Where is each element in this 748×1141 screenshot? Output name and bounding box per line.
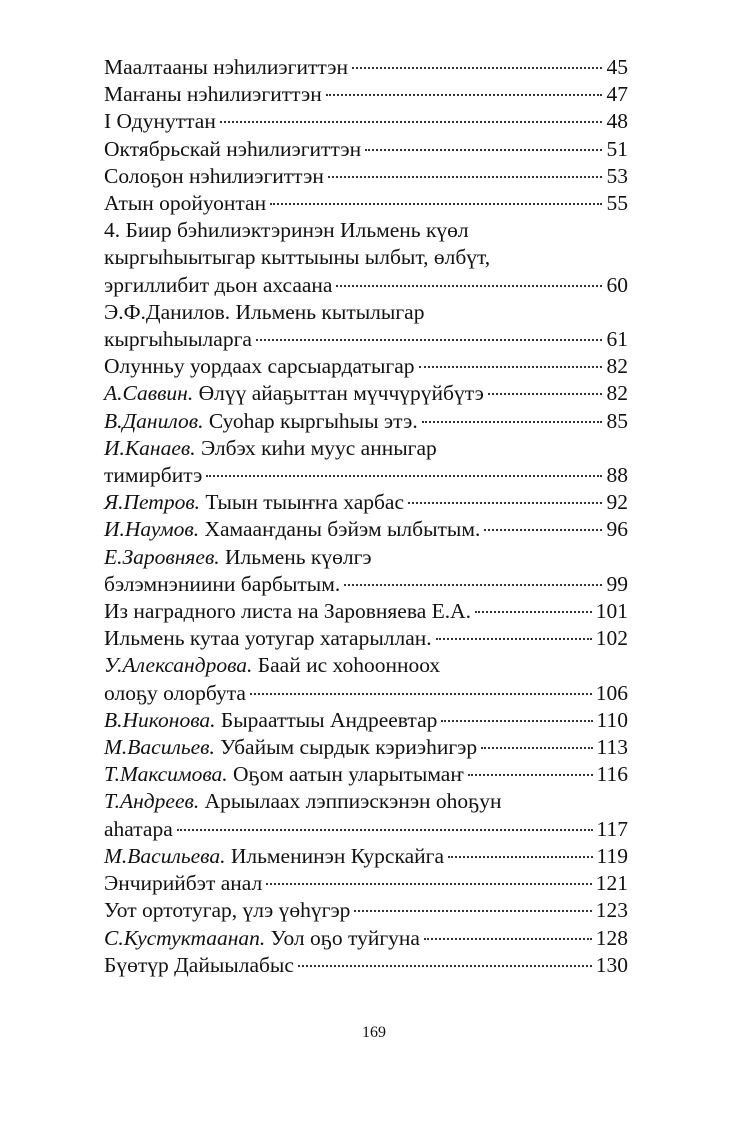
toc-entry-page-number: 51 [606, 136, 628, 161]
toc-entry-page-number: 82 [606, 381, 628, 406]
toc-entry-title-line [104, 217, 628, 244]
toc-entry-author: Т.Андреев. [104, 789, 200, 814]
toc-entry-author: М.Васильев. [104, 735, 215, 760]
toc-entry-title-text: Элбэх киһи муус анныгар [200, 435, 437, 460]
toc-entry-page-number: 60 [606, 272, 628, 297]
toc-entry-page-number: 102 [595, 626, 628, 651]
toc-entry-page-number: 48 [606, 109, 628, 134]
toc-entry-leader-line [104, 707, 628, 734]
toc-entry-title-text: Уол оҕо туйгуна [270, 925, 420, 950]
dot-leader [250, 693, 592, 695]
toc-entry-page-number: 123 [595, 898, 628, 923]
toc-entry-title [104, 571, 340, 598]
page-number: 169 [362, 1024, 386, 1041]
toc-entry-title-line [104, 299, 628, 326]
toc-entry-page-number: 106 [595, 680, 628, 705]
toc-entry-page-number: 110 [596, 707, 628, 732]
toc-entry-title-text: Маҥаны нэһилиэгиттэн [104, 82, 322, 107]
toc-entry-title-text: кыргыһыыларга [104, 327, 252, 352]
toc-entry-leader-line [104, 516, 628, 543]
toc-entry-title [104, 489, 404, 516]
toc-entry-page-number: 121 [595, 871, 628, 896]
dot-leader [481, 747, 592, 749]
dot-leader [441, 720, 592, 722]
toc-entry-title-text: Хамааҥданы бэйэм ылбытым. [204, 517, 481, 542]
toc-entry-title [104, 816, 173, 843]
toc-entry-title-text: Бырааттыы Андреевтар [220, 707, 438, 732]
toc-entry [104, 870, 628, 897]
toc-entry-title-text: тимирбитэ [104, 463, 203, 488]
toc-entry-leader-line [104, 734, 628, 761]
toc-entry-author: Е.Заровняев. [104, 544, 220, 569]
toc-entry-title-text: Уот ортотугар, үлэ үөһүгэр [104, 898, 351, 923]
toc-entry-page-number: 99 [606, 571, 628, 596]
toc-entry-author: С.Кустуктаанап. [104, 925, 266, 950]
dot-leader [220, 121, 602, 123]
toc-entry-title [104, 625, 432, 652]
toc-entry-title [104, 272, 332, 299]
toc-entry-author: И.Канаев. [104, 435, 196, 460]
dot-leader [206, 475, 602, 477]
toc-entry-title [104, 925, 420, 952]
toc-entry-leader-line [104, 326, 628, 353]
dot-leader [270, 203, 602, 205]
toc-entry [104, 544, 628, 598]
dot-leader [266, 883, 592, 885]
toc-entry-author: У.Александрова. [104, 653, 253, 678]
toc-entry-title-line [104, 244, 628, 271]
toc-entry [104, 435, 628, 489]
toc-entry-title [104, 163, 324, 190]
toc-entry-title [104, 516, 480, 543]
toc-entry-title-text: Арыылаах лэппиэскэнэн оһоҕун [204, 789, 502, 814]
toc-entry-title-line [104, 435, 628, 462]
toc-entry-title [104, 870, 262, 897]
toc-entry-leader-line [104, 54, 628, 81]
toc-entry-leader-line [104, 625, 628, 652]
toc-entry [104, 380, 628, 407]
toc-entry-title-line [104, 652, 628, 679]
dot-leader [484, 529, 602, 531]
toc-entry-leader-line [104, 408, 628, 435]
toc-entry-leader-line [104, 897, 628, 924]
toc-entry-leader-line [104, 462, 628, 489]
toc-entry-title-text: Бүөтүр Дайыылабыс [104, 952, 294, 977]
toc-entry-leader-line [104, 190, 628, 217]
dot-leader [365, 149, 602, 151]
toc-entry-author: М.Васильева. [104, 843, 226, 868]
toc-entry-author: И.Наумов. [104, 517, 200, 542]
dot-leader [326, 94, 602, 96]
toc-entry-title-text: Из наградного листа на Заровняева Е.А. [104, 599, 472, 624]
toc-entry-title-text: Ильмень кутаа уотугар хатарыллан. [104, 626, 432, 651]
toc-entry-title-text: кыргыһыытыгар кыттыыны ылбыт, өлбүт, [104, 245, 491, 270]
toc-entry-title-text: Солоҕон нэһилиэгиттэн [104, 163, 324, 188]
toc-entry-page-number: 92 [606, 490, 628, 515]
toc-entry-title [104, 408, 418, 435]
toc-entry-leader-line [104, 816, 628, 843]
toc-entry-leader-line [104, 571, 628, 598]
toc-entry [104, 299, 628, 353]
toc-entry-page-number: 113 [596, 735, 628, 760]
toc-entry-author: Т.Максимова. [104, 762, 228, 787]
dot-leader [436, 638, 592, 640]
toc-entry-title [104, 54, 348, 81]
toc-entry-title [104, 108, 216, 135]
toc-entry [104, 81, 628, 108]
toc-entry [104, 761, 628, 788]
dot-leader [328, 176, 602, 178]
toc-entry-page-number: 85 [606, 408, 628, 433]
toc-entry-leader-line [104, 81, 628, 108]
toc-entry-title [104, 190, 266, 217]
toc-entry-title [104, 353, 415, 380]
toc-entry-title-text: Ильменинэн Курскайга [230, 843, 444, 868]
dot-leader [344, 584, 602, 586]
toc-entry-page-number: 53 [606, 163, 628, 188]
toc-entry [104, 925, 628, 952]
toc-entry-page-number: 128 [595, 925, 628, 950]
toc-entry-title [104, 707, 437, 734]
toc-entry-leader-line [104, 489, 628, 516]
toc-entry-title-text: 4. Биир бэһилиэктэринэн Ильмень күөл [104, 218, 469, 243]
toc-entry-title-text: Энчирийбэт анал [104, 871, 263, 896]
toc-entry-title-text: Ильмень күөлгэ [225, 544, 372, 569]
toc-entry-title-text: олоҕу олорбута [104, 680, 246, 705]
toc-entry-page-number: 82 [606, 354, 628, 379]
toc-entry-title [104, 462, 202, 489]
toc-entry-title-text: бэлэмнэниини барбытым. [104, 571, 341, 596]
toc-entry-leader-line [104, 598, 628, 625]
toc-entry [104, 516, 628, 543]
toc-entry [104, 843, 628, 870]
toc-entry-title-text: Суоһар кыргыһыы этэ. [208, 408, 418, 433]
toc-entry-title [104, 734, 477, 761]
toc-entry-leader-line [104, 380, 628, 407]
toc-entry-leader-line [104, 843, 628, 870]
toc-entry-title-text: Өлүү айаҕыттан мүччүрүйбүтэ [198, 381, 484, 406]
toc-entry-page-number: 130 [595, 952, 628, 977]
dot-leader [408, 502, 602, 504]
toc-entry [104, 353, 628, 380]
dot-leader [419, 366, 602, 368]
dot-leader [488, 393, 602, 395]
toc-entry-leader-line [104, 680, 628, 707]
dot-leader [424, 938, 592, 940]
toc-entry [104, 598, 628, 625]
dot-leader [177, 829, 593, 831]
toc-entry-page-number: 117 [596, 816, 628, 841]
toc-entry-title-line [104, 544, 628, 571]
dot-leader [448, 856, 593, 858]
dot-leader [354, 910, 591, 912]
toc-entry-leader-line [104, 353, 628, 380]
toc-entry [104, 163, 628, 190]
toc-entry [104, 707, 628, 734]
toc-entry [104, 897, 628, 924]
toc-entry-title [104, 761, 464, 788]
toc-entry-page-number: 47 [606, 82, 628, 107]
toc-entry-leader-line [104, 272, 628, 299]
toc-entry-title [104, 326, 252, 353]
toc-entry-leader-line [104, 870, 628, 897]
toc-entry-leader-line [104, 952, 628, 979]
toc-entry-title [104, 136, 361, 163]
toc-entry-title-text: Оҕом аатын уларытымаҥ [233, 762, 464, 787]
toc-entry-page-number: 96 [606, 517, 628, 542]
toc-entry-page-number: 61 [606, 327, 628, 352]
toc-entry-title [104, 897, 350, 924]
toc-entry-title-text: Убайым сырдык кэриэһигэр [220, 735, 478, 760]
toc-entry-leader-line [104, 761, 628, 788]
dot-leader [468, 774, 593, 776]
toc-entry [104, 952, 628, 979]
toc-entry-leader-line [104, 136, 628, 163]
toc-entry-leader-line [104, 163, 628, 190]
dot-leader [336, 285, 602, 287]
toc-entry-title [104, 680, 246, 707]
dot-leader [475, 611, 592, 613]
toc-entry [104, 54, 628, 81]
toc-entry [104, 217, 628, 299]
toc-entry-page-number: 119 [596, 843, 628, 868]
toc-entry-author: Я.Петров. [104, 490, 201, 515]
dot-leader [422, 421, 602, 423]
toc-entry-page-number: 101 [595, 599, 628, 624]
toc-entry-author: В.Данилов. [104, 408, 204, 433]
toc-entry [104, 652, 628, 706]
toc-entry [104, 108, 628, 135]
table-of-contents [104, 54, 628, 979]
toc-entry [104, 625, 628, 652]
toc-entry-title-text: Баай ис хоһоонноох [257, 653, 441, 678]
toc-entry-author: В.Никонова. [104, 707, 216, 732]
toc-entry [104, 489, 628, 516]
toc-entry [104, 788, 628, 842]
toc-entry-title [104, 380, 484, 407]
toc-entry-title-text: эргиллибит дьон ахсаана [104, 272, 333, 297]
toc-entry-title-line [104, 788, 628, 815]
toc-entry [104, 136, 628, 163]
toc-entry-page-number: 55 [606, 191, 628, 216]
toc-entry-leader-line [104, 108, 628, 135]
toc-entry-title-text: Э.Ф.Данилов. Ильмень кытылыгар [104, 299, 425, 324]
toc-entry-title-text: Маалтааны нэһилиэгиттэн [104, 55, 349, 79]
toc-entry-leader-line [104, 925, 628, 952]
toc-entry-title [104, 843, 444, 870]
dot-leader [352, 67, 602, 69]
toc-entry-title-text: Атын оройуонтан [104, 191, 267, 216]
toc-entry-page-number: 116 [596, 762, 628, 787]
toc-entry-page-number: 45 [606, 55, 628, 79]
toc-entry-title-text: Октябрьскай нэһилиэгиттэн [104, 136, 362, 161]
toc-entry-title [104, 81, 322, 108]
toc-entry-page-number: 88 [606, 463, 628, 488]
toc-entry-author: А.Саввин. [104, 381, 194, 406]
dot-leader [298, 965, 592, 967]
toc-entry-title-text: аһатара [104, 816, 173, 841]
dot-leader [256, 339, 602, 341]
toc-entry [104, 734, 628, 761]
toc-entry-title [104, 598, 471, 625]
toc-entry-title-text: Олунньу уордаах сарсыардатыгар [104, 354, 415, 379]
toc-entry [104, 190, 628, 217]
toc-entry [104, 408, 628, 435]
toc-entry-title-text: Тыын тыыҥҥа харбас [205, 490, 405, 515]
toc-entry-title-text: I Одунуттан [104, 109, 216, 134]
toc-entry-title [104, 952, 294, 979]
